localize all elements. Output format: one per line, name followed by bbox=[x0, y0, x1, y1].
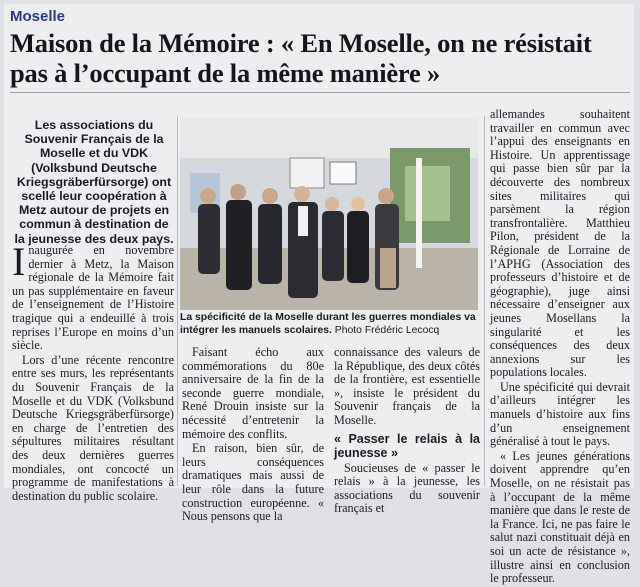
col4-paragraph-1: allemandes souhaitent travailler en commun avec l’appui des enseignants en Histoire. Un apprentissage qui passe bien sûr par la découverte des nombreux sites militaires qui parsèment la région transfrontalière. Matthieu Pilon, président de la Régionale de Lorraine de l’APHG (Association des professeurs d’histoire et de géographie), juge ainsi nécessaire d’enseigner aux jeunes Mosellans la singularité et les conséquences des deux annexions sur les populations locales. bbox=[490, 107, 630, 380]
column-4 bbox=[490, 108, 630, 587]
caption-text: La spécificité de la Moselle durant les guerres mondiales va intégrer les manuels scolaires. bbox=[180, 312, 476, 336]
col4-paragraph-2: Une spécificité qui devrait d’ailleurs intégrer les manuels d’histoire aux fins d’un enseignement généralisé à tout le pays. bbox=[490, 379, 630, 449]
drop-cap: I bbox=[12, 239, 26, 284]
col2-paragraph-1: Faisant écho aux commémorations du 80e anniversaire de la fin de la seconde guerre mondiale, René Drouin insiste sur la nécessité d’entretenir la mémoire des conflits. bbox=[182, 345, 324, 441]
col3-paragraph-2: Soucieuses de « passer le relais » à la jeunesse, les associations du souvenir français et bbox=[334, 460, 480, 516]
column-3 bbox=[334, 346, 480, 517]
col4-paragraph-3: « Les jeunes générations doivent apprendre qu’en Moselle, on ne résistait pas à l’occupant de la même manière que dans le reste de la France. Ici, ne pas faire le salut nazi constituait déjà en soi un acte de résistance », illustre ainsi en conclusion le professeur. bbox=[490, 448, 630, 586]
col2-paragraph-2: En raison, bien sûr, de leurs conséquences dramatiques mais aussi de leur rôle dans la future construction européenne. « Nous pensons que la bbox=[182, 441, 324, 524]
column-2 bbox=[182, 346, 324, 525]
article-photo bbox=[180, 118, 478, 310]
col1-paragraph-2: Lors d’une récente rencontre entre ses murs, les représentants du Souvenir Français de la Moselle et du VDK (Volksbund Deutsche Kriegsgräberfürsorge) en charge de l’entretien des sépultures militaires résultant des deux dernières guerres mondiales, ont concocté un programme de manifestations à destination du public scolaire. bbox=[12, 352, 174, 503]
newspaper-page bbox=[4, 4, 634, 586]
column-separator bbox=[177, 116, 178, 486]
article-lead: Les associations du Souvenir Français de la Moselle et du VDK (Volksbund Deutsche Kriegsgräberfürsorge) ont scellé leur coopération à Metz autour de projets en commun à destination de la jeunesse des deux pays. bbox=[14, 118, 174, 246]
intro-text: naugurée en novembre dernier à Metz, la Maison régionale de la Mémoire fait un pas supplémentaire en faveur de l’enseignement de l’Histoire tragique qui a endeuillé à trois reprises l’Europe en moins d’un siècle. bbox=[12, 243, 174, 353]
intro-paragraph bbox=[12, 239, 174, 353]
article-headline: Maison de la Mémoire : « En Moselle, on ne résistait pas à l’occupant de la même manière » bbox=[10, 28, 592, 88]
column-1 bbox=[12, 239, 174, 504]
group-photo-illustration bbox=[180, 118, 478, 310]
col3-subhead: « Passer le relais à la jeunesse » bbox=[334, 431, 480, 460]
headline-rule bbox=[10, 92, 630, 93]
col3-paragraph-1: connaissance des valeurs de la République, des deux côtés de la frontière, est essentielle », insiste le président du Souvenir français de la Moselle. bbox=[334, 345, 480, 427]
photo-credit: Photo Frédéric Lecocq bbox=[334, 324, 440, 336]
section-label: Moselle bbox=[10, 8, 66, 25]
photo-caption bbox=[180, 312, 480, 337]
column-separator-right bbox=[484, 116, 485, 486]
